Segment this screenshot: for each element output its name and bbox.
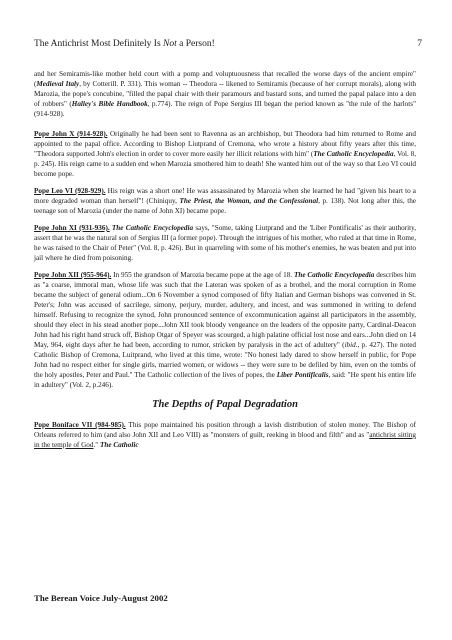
pope-heading: Pope Boniface VII (984-985). [34, 421, 126, 429]
running-header [34, 39, 422, 49]
article-body [34, 69, 416, 457]
source-title: The Priest, the Woman, and the Confessional [179, 197, 319, 205]
pope-heading: Pope John XI (931-936). [34, 224, 110, 232]
paragraph-pope-john-x: Pope John X (914-928). Originally he had been sent to Ravenna as an archbishop, but Theodora had him returned to Rome and appointed to the papal office. According to Bishop Liutprand of Cremona, who wrote a history about fifty years after this time, "Theodora supported John's election in order to cover more easily her illicit relations with him" (The Catholic Encyclopedia, Vol. 8, p. 245). His reign came to a sudden end when Marozia smothered him to death! She wanted him out of the way so that Leo VI could become pope. [34, 130, 416, 178]
pope-heading: Pope John X (914-928). [34, 130, 108, 138]
paragraph-pope-john-xii: Pope John XII (955-964). In 955 the grandson of Marozia became pope at the age of 18. The Catholic Encyclopedia describes him as "a coarse, immoral man, whose life was such that the Lateran was spoken of as a brothel, and the moral corruption in Rome became the subject of general odium...On 6 November a synod composed of fifty Italian and German bishops was convened in St. Peter's; John was accused of sacrilege, simony, perjury, murder, adultery, and incest, and was summoned in writing to defend himself. Refusing to recognize the synod, John pronounced sentence of excommunication against all participators in the assembly, should they elect in his stead another pope...John XII took bloody vengeance on the leaders of the opposite party, Cardinal-Deacon John had his right hand struck off, Bishop Otgar of Speyer was scourged, a high palatine official lost nose and ears...John died on 14 May, 964, eight days after he had been, according to rumor, stricken by paralysis in the act of adultery" (ibid., p. 427). The noted Catholic Bishop of Cremona, Luitprand, who lived at this time, wrote: "No honest lady dared to show herself in public, for Pope John had no respect either for single girls, married women, or widows -- they were sure to be defiled by him, even on the tombs of the holy apostles, Peter and Paul." The Catholic collection of the lives of popes, the Liber Pontificalis, said: "He spent his entire life in adultery" (Vol. 2, p.246). [34, 271, 417, 389]
paragraph-pope-boniface-vii: Pope Boniface VII (984-985). This pope maintained his position through a lavish distribution of stolen money. The Bishop of Orleans referred to him (and also John XII and Leo VIII) as "monsters of guilt, reeking in blood and filth" and as "antichrist sitting in the temple of God." The Catholic [34, 421, 416, 449]
source-title: The Catholic [100, 441, 139, 449]
source-abbrev: ibid [344, 341, 356, 349]
source-title: The Catholic Encyclopedia [111, 224, 194, 232]
page-number: 7 [417, 39, 422, 49]
source-title: Medieval Italy [36, 80, 80, 88]
paragraph-pope-john-xi: Pope John XI (931-936). The Catholic Encyclopedia says, "Some, taking Liutprand and the 'Liber Pontificalis' as their authority, assert that he was the natural son of Sergius III (a former pope). Through the intrigues of his mother, who ruled at that time in Rome, he was raised to the Chair of Peter" (Vol. 8, p. 426). But in quarreling with some of his mother's enemies, he was beaten and put into jail where he died from poisoning. [34, 224, 416, 262]
source-title: The Catholic Encyclopedia [313, 150, 394, 158]
source-title: Liber Pontificalis [276, 371, 329, 379]
running-title-emphasis: Not [163, 39, 177, 49]
paragraph-pope-leo-vi: Pope Leo VI (928-929). His reign was a short one! He was assassinated by Marozia when she learned he had "given his heart to a more degraded woman than herself"! (Chiniquy, The Priest, the Woman, and the Confessional, p. 138). Not long after this, the teenage son of Marozia (under the name of John XI) became pope. [34, 187, 417, 215]
section-heading: The Depths of Papal Degradation [152, 399, 298, 410]
source-title: Halley's Bible Handbook [71, 100, 148, 108]
pope-heading: Pope John XII (955-964). [34, 271, 112, 279]
source-title: The Catholic Encyclopedia [293, 271, 375, 279]
paragraph-continuation: and her Semiramis-like mother held court with a pomp and voluptuousness that recalled the worse days of the ancient empire" (Medieval Italy, by Cotterill. P. 331). This woman -- Theodora -- likened to Semiramis (because of her corrupt morals), along with Marozia, the pope's concubine, "filled the papal chair with their paramours and bastard sons, and turned the papal palace into a den of robbers" (Halley's Bible Handbook, p.774). The reign of Pope Sergius III began the period known as "the rule of the harlots" (914-928). [34, 70, 417, 118]
pope-heading: Pope Leo VI (928-929). [34, 187, 106, 195]
underlined-quote: antichrist sitting in the temple of God [34, 431, 416, 449]
running-title: The Antichrist Most Definitely Is Not a Person! [34, 39, 215, 49]
footer-publication: The Berean Voice July-August 2002 [34, 593, 168, 603]
